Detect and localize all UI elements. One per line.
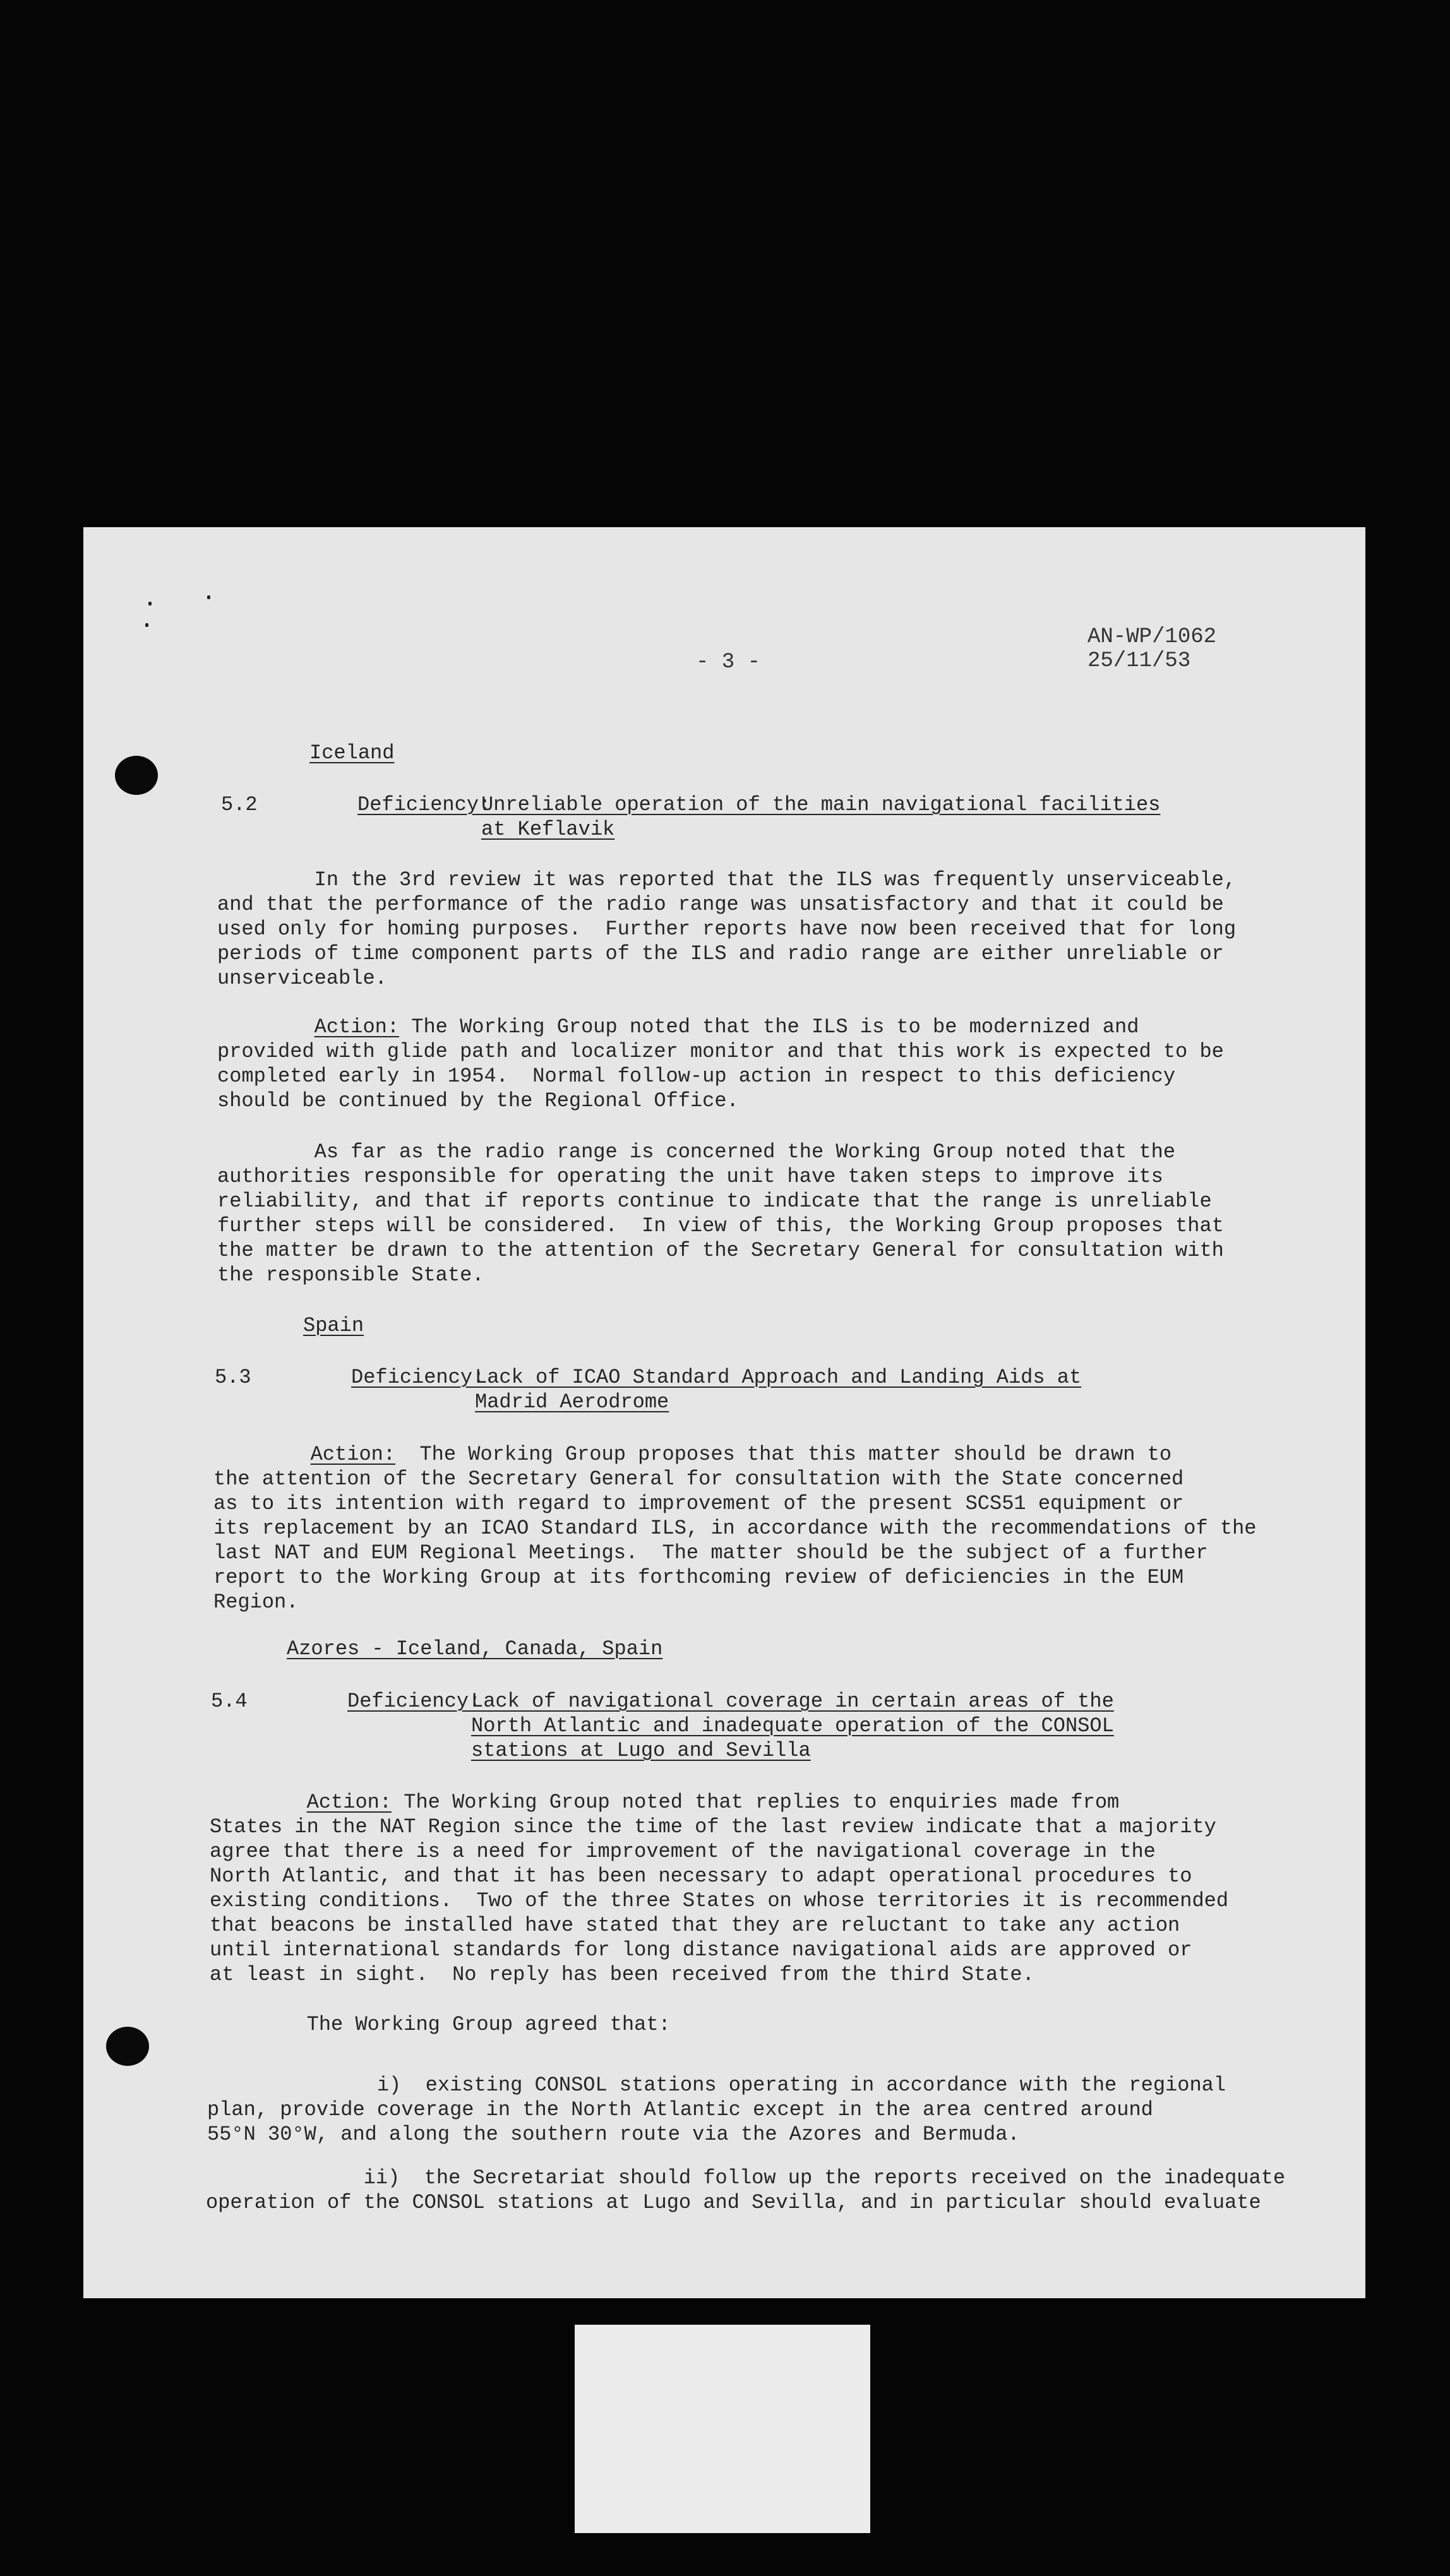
section-number: 5.2 bbox=[221, 793, 258, 816]
paragraph-iceland-intro bbox=[217, 868, 1236, 991]
deficiency-line: Lack of navigational coverage in certain areas of the bbox=[471, 1690, 1114, 1713]
deficiency-label: Deficiency: bbox=[347, 1690, 481, 1713]
text-line: that beacons be installed have stated that they are reluctant to take any action bbox=[210, 1914, 1180, 1937]
ink-speck bbox=[148, 602, 152, 605]
text-line: the matter be drawn to the attention of the Secretary General for consultation with bbox=[217, 1239, 1224, 1262]
text-line: operation of the CONSOL stations at Lugo and Sevilla, and in particular should evaluate bbox=[206, 2191, 1261, 2214]
text-line: reliability, and that if reports continue to indicate that the range is unreliable bbox=[217, 1190, 1212, 1213]
ink-speck bbox=[207, 595, 210, 599]
punch-hole-icon bbox=[106, 2027, 149, 2066]
section-number: 5.4 bbox=[211, 1690, 248, 1713]
action-label: Action: bbox=[314, 1015, 400, 1039]
action-text: The Working Group noted that the ILS is to be modernized and bbox=[399, 1015, 1139, 1039]
text-line: further steps will be considered. In view of this, the Working Group proposes that bbox=[217, 1214, 1224, 1237]
paragraph-iceland-action bbox=[217, 1015, 1224, 1113]
text-line bbox=[210, 1790, 1228, 1815]
text-line: The Working Group agreed that: bbox=[210, 2013, 671, 2036]
paragraph-spain-action bbox=[213, 1442, 1256, 1614]
text-line: and that the performance of the radio range was unsatisfactory and that it could be bbox=[217, 893, 1224, 916]
text-line: at least in sight. No reply has been received from the third State. bbox=[210, 1963, 1034, 1986]
list-item-ii bbox=[206, 2166, 1285, 2215]
text-line: its replacement by an ICAO Standard ILS, in accordance with the recommendations of the bbox=[213, 1517, 1257, 1540]
section-number: 5.3 bbox=[215, 1366, 251, 1389]
text-line: States in the NAT Region since the time of the last review indicate that a majority bbox=[210, 1815, 1216, 1839]
text-line: used only for homing purposes. Further reports have now been received that for long bbox=[217, 917, 1237, 941]
text-line: Region. bbox=[213, 1590, 299, 1614]
deficiency-line: Lack of ICAO Standard Approach and Landing Aids at bbox=[475, 1366, 1082, 1389]
text-line: North Atlantic, and that it has been necessary to adapt operational procedures to bbox=[210, 1864, 1192, 1888]
text-line bbox=[213, 1442, 1256, 1467]
deficiency-description bbox=[481, 792, 1160, 842]
text-line: As far as the radio range is concerned the Working Group noted that the bbox=[217, 1140, 1176, 1164]
text-line: periods of time component parts of the ILS and radio range are either unreliable or bbox=[217, 942, 1224, 965]
list-item-i bbox=[207, 2073, 1226, 2147]
text-line: existing conditions. Two of the three States on whose territories it is recommended bbox=[210, 1889, 1229, 1912]
deficiency-description bbox=[471, 1689, 1114, 1763]
deficiency-description bbox=[475, 1365, 1081, 1414]
deficiency-label: Deficiency: bbox=[357, 793, 491, 816]
action-text: The Working Group proposes that this matter should be drawn to bbox=[395, 1443, 1172, 1466]
text-line: authorities responsible for operating the unit have taken steps to improve its bbox=[217, 1165, 1163, 1188]
text-line bbox=[217, 1015, 1224, 1039]
blank-target-card bbox=[575, 2325, 870, 2533]
action-text: The Working Group noted that replies to enquiries made from bbox=[392, 1791, 1120, 1814]
text-line: ii) the Secretariat should follow up the reports received on the inadequate bbox=[206, 2166, 1286, 2190]
text-line: i) existing CONSOL stations operating in accordance with the regional bbox=[207, 2073, 1226, 2097]
punch-hole-icon bbox=[115, 756, 158, 795]
document-reference bbox=[1088, 625, 1216, 673]
text-line: provided with glide path and localizer monitor and that this work is expected to be bbox=[217, 1040, 1224, 1063]
deficiency-line: Unreliable operation of the main navigational facilities bbox=[481, 793, 1161, 816]
page-number: - 3 - bbox=[696, 650, 761, 674]
section-heading-spain: Spain bbox=[303, 1314, 364, 1337]
deficiency-5-3 bbox=[215, 1365, 1351, 1416]
text-line: as to its intention with regard to improvement of the present SCS51 equipment or bbox=[213, 1492, 1184, 1515]
deficiency-line: Madrid Aerodrome bbox=[475, 1390, 669, 1414]
ink-speck bbox=[145, 623, 148, 627]
text-line: plan, provide coverage in the North Atlantic except in the area centred around bbox=[207, 2098, 1153, 2121]
deficiency-5-2 bbox=[221, 792, 1358, 843]
action-label: Action: bbox=[306, 1791, 392, 1814]
deficiency-5-4 bbox=[211, 1689, 1348, 1765]
action-label: Action: bbox=[310, 1443, 396, 1466]
text-line: the responsible State. bbox=[217, 1263, 484, 1287]
section-heading-azores: Azores - Iceland, Canada, Spain bbox=[287, 1637, 663, 1661]
text-line: until international standards for long distance navigational aids are approved or bbox=[210, 1938, 1192, 1962]
text-line: unserviceable. bbox=[217, 967, 387, 990]
text-line: In the 3rd review it was reported that the ILS was frequently unserviceable, bbox=[217, 868, 1237, 891]
paragraph-agreed bbox=[210, 2012, 671, 2037]
text-line: completed early in 1954. Normal follow-up action in respect to this deficiency bbox=[217, 1064, 1176, 1088]
text-line: last NAT and EUM Regional Meetings. The matter should be the subject of a further bbox=[213, 1541, 1208, 1565]
deficiency-line: at Keflavik bbox=[481, 818, 615, 841]
reference-date: 25/11/53 bbox=[1088, 649, 1191, 673]
deficiency-line: stations at Lugo and Sevilla bbox=[471, 1739, 811, 1762]
text-line: the attention of the Secretary General for consultation with the State concerned bbox=[213, 1467, 1184, 1491]
text-line: should be continued by the Regional Office. bbox=[217, 1089, 739, 1112]
reference-code: AN-WP/1062 bbox=[1088, 625, 1217, 649]
section-heading-iceland: Iceland bbox=[309, 741, 395, 765]
deficiency-label: Deficiency: bbox=[351, 1366, 485, 1389]
text-line: 55°N 30°W, and along the southern route via the Azores and Bermuda. bbox=[207, 2123, 1020, 2146]
document-page bbox=[83, 527, 1365, 2298]
deficiency-line: North Atlantic and inadequate operation of the CONSOL bbox=[471, 1714, 1114, 1738]
paragraph-iceland-radio-range bbox=[217, 1140, 1224, 1287]
text-line: report to the Working Group at its forthcoming review of deficiencies in the EUM bbox=[213, 1566, 1184, 1589]
paragraph-azores-action bbox=[210, 1790, 1228, 1987]
text-line: agree that there is a need for improvement of the navigational coverage in the bbox=[210, 1840, 1156, 1863]
